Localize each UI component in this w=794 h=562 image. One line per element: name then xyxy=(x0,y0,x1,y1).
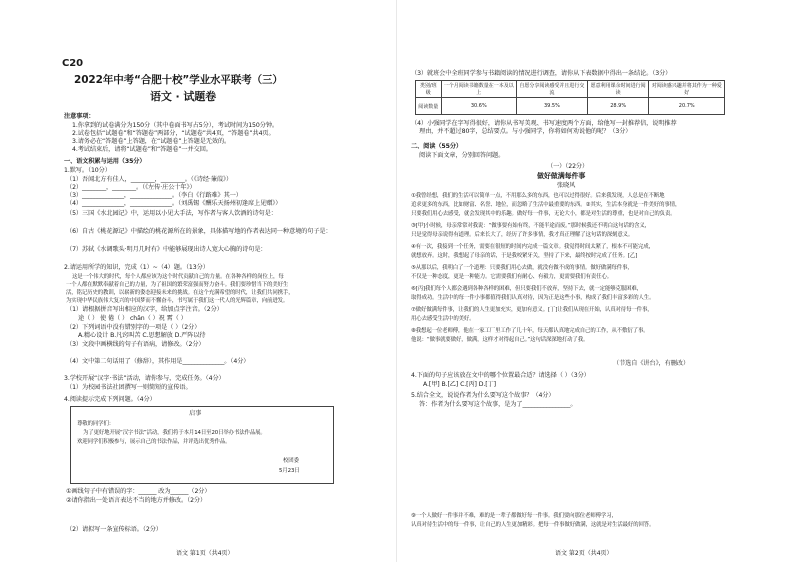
question-5: 5.结合全文，说说作者为什么要写这个故事？（4分） xyxy=(411,392,555,399)
table-header-cell: 一个月阅读书籍数量在一本及以上 xyxy=(441,81,516,98)
section-heading: 二、阅读（55分） xyxy=(411,143,463,150)
question-2: 2.请运用所学的知识，完成（1）~（4）题。（13分） xyxy=(64,264,209,271)
passage-line: 取得成功。生活中的每一件小事都值得我们认真对待，因为正是这些小事，构成了我们丰富多彩的人生。 xyxy=(411,295,655,301)
passage-number: （一）（22分） xyxy=(547,163,589,170)
question-3-1: （1）为校园书法社团撰写一则简短的宣传语。 xyxy=(66,384,192,391)
question-4: 4.阅读提示完成下列问题。（4分） xyxy=(64,396,156,403)
passage-line: ④有一次，我接到一个任务，需要在很短的时间内完成一篇文章。我觉得时间太紧了，根本不可能完成， xyxy=(411,244,654,250)
notice-box-date: 5月23日 xyxy=(279,468,300,474)
notice-box-title: 启事 xyxy=(189,410,202,417)
notice-item: 4.考试结束后，请将“试题卷”和“答题卷”一并交回。 xyxy=(72,146,212,153)
section-instruction: 阅读下面文章，分别回答问题。 xyxy=(419,152,505,159)
notice-item: 1.你拿到的试卷满分为150分（其中卷面书写占5分），考试时间为150分钟。 xyxy=(72,122,278,129)
survey-table xyxy=(415,80,725,115)
notice-box-line: 为了更好地开展“汉字书法”活动，我们将于本月14日至20日举办书法作品展。 xyxy=(83,430,266,436)
notice-box-line: 尊敬的同学们： xyxy=(77,421,115,427)
passage-line: 他说：“做事就要做好，做满，这样才对得起自己。”这句话深深地打动了我。 xyxy=(411,337,589,343)
passage-line: ⑦做好做满每件事，让我们的人生更加充实，更加有意义。[丁]让我们从现在开始，认真对待每一件事， xyxy=(411,307,653,313)
question-3: 3.学校开展“汉字·书法”活动，请你参与，完成任务。（4分） xyxy=(64,375,225,382)
table-cell: 39.5% xyxy=(517,98,588,115)
passage-line: ⑥[丙]我们每个人都会遇到各种各样的困难，但只要我们不放弃，坚持下去，就一定能够克服困难， xyxy=(411,286,642,292)
passage-line: 这是一个伟大的时代，每个人都应该为这个时代贡献自己的力量。在各种各样的岗位上，每 xyxy=(72,274,284,280)
passage-line: 活，铭记历史的教训，以崭新的姿态迎接未来的挑战。在这个充满希望的时代，让我们共同携手， xyxy=(66,290,294,296)
notice-item: 3.请务必在“答题卷”上答题，在“试题卷”上答题是无效的。 xyxy=(72,138,231,145)
question-4-1: ①画线句子中有错误的字：______ 改为______（2分） xyxy=(66,488,211,495)
question-2-2-options: A.精心设计 B.凡窍叫苦 C.思想解放 D.严阵以待 xyxy=(78,332,206,339)
question-3-4: （4）小强同学在字写得很好，请你从书写美观、书写速度两个方面，给他写一封推荐信，说明推荐 xyxy=(411,120,677,127)
notice-item: 2.试卷包括“试题卷”和“答题卷”两部分，“试题卷”共4页，“答题卷”共4页。 xyxy=(72,130,275,137)
poem-line: （2）________，________。（《左传·庄公十年》） xyxy=(66,184,196,191)
notice-box-sign: 校团委 xyxy=(283,458,299,464)
question-3-4-cont: 理由，并不超过80字，总结要点。与小强同学，你将如何劝说他的呢？（3分） xyxy=(419,128,632,135)
section-heading: 一、语文积累与运用（35分） xyxy=(64,158,146,165)
table-header-cell: 类别/班级 xyxy=(416,81,442,98)
passage-line: 认真对待生活中的每一件事，让自己的人生更加精彩。把每一件事做好做满，这就是对生活最好的回答。 xyxy=(411,522,655,528)
table-header-cell: 自愿分享阅读感受并且进行交流 xyxy=(517,81,588,98)
table-header-row xyxy=(416,81,725,98)
question-2-1: （1）请根据拼音写出相应的汉字，给加点字注音。（2分） xyxy=(66,306,223,313)
exam-title: 2022年中考“合肥十校”学业水平联考（三） xyxy=(74,74,283,86)
passage-line: ③[甲]小时候，母亲常常对我说：“做事要有始有终，不能半途而废。”那时候我还不明白这句话的含义， xyxy=(411,223,650,229)
passage-line: 一个人都在默默奉献着自己的力量，为了祖国的繁荣富强而努力奋斗。我们要珍惜当下的美好生 xyxy=(66,282,289,288)
table-header-cell: 对阅读感兴趣并将其作为一种爱好 xyxy=(649,81,725,98)
question-4-3: （2）请拟写一条宣传标语。（2分） xyxy=(66,526,162,533)
page-footer: 语文 第2页（共4页） xyxy=(555,550,613,557)
poem-line: （3）______________，______________。（李白《行路难》其一） xyxy=(66,192,242,199)
paper-code: C20 xyxy=(62,58,83,69)
passage-line: 就想放弃。这时，我想起了母亲的话，于是我咬紧牙关，坚持了下来，最终按时完成了任务。[乙] xyxy=(411,253,638,259)
notice-heading: 注意事项： xyxy=(64,113,95,120)
question-2-2: （2）下列词语中没有错别字的一项是（ ）（2分） xyxy=(66,324,201,331)
question-1-5: （5）三国《水北园记》中，运用以小见大手法，写作者与客人饮酒的诗句是： xyxy=(66,210,277,217)
table-row xyxy=(416,98,725,115)
table-cell: 阅读数量 xyxy=(416,98,442,115)
exam-subtitle: 语文 · 试题卷 xyxy=(150,90,217,103)
question-2-4: （4）文中第二句话用了（修辞），其作用是______________。（4分） xyxy=(66,358,250,365)
poem-line: （1）吾闻北方有佳人，________，________。（《诗经·蒹葭》） xyxy=(66,176,233,183)
table-cell: 20.7% xyxy=(649,98,725,115)
passage-line: ⑤从那以后，我明白了一个道理：只要我们用心去做，就没有做不成的事情。做好做满每件事， xyxy=(411,265,633,271)
notice-box xyxy=(70,406,334,484)
passage-author: 张晓风 xyxy=(557,182,576,189)
question-2-1-blanks: 途（ ） 使 倦（ ） chān（ ）祝 霄（ ） xyxy=(78,315,187,322)
question-5-answer-line: 答：作者为什么要写这个故事，是为了________________。 xyxy=(419,401,577,408)
page-footer: 语文 第1页（共4页） xyxy=(176,550,234,557)
passage-title: 做好做满每件事 xyxy=(537,172,586,180)
question-1-6: （6）自古《桃花源记》中描绘的桃花源所在的景象，具体描写地的作者表达同一种意境的句子是： xyxy=(66,228,332,235)
poem-line: （4）______________，______________。（刘禹锡《酬乐天扬州初逢席上见赠》） xyxy=(66,200,282,207)
table-cell: 30.6% xyxy=(441,98,516,115)
right-page xyxy=(397,0,794,562)
question-4: 4.下面的句子应该放在文中的哪个位置最合适？请选择（ ）（3分） xyxy=(411,372,590,379)
question-1: 1.默写。（10分） xyxy=(64,167,111,174)
notice-box-line: 欢迎同学们积极参与，展示自己的书法作品，并评选出优秀作品。 xyxy=(77,439,231,445)
passage-line: ⑧我想起一位老师傅，他在一家工厂里工作了几十年，每天都认真地完成自己的工作，从不敷衍了事。 xyxy=(411,328,649,334)
passage-line: 用心去感受生活中的美好。 xyxy=(411,316,475,322)
passage-line: ⑨一个人做好一件事并不难，难的是一辈子都做好每一件事。我们要向那位老师傅学习， xyxy=(411,513,617,519)
passage-line: 不仅是一种态度，更是一种能力。它需要我们有耐心、有毅力，更需要我们有责任心。 xyxy=(411,274,613,280)
passage-line: 追求更多的东西，比如财富、名誉、地位，而忽略了生活中最重要的东西。②其实，生活本身就是一件美好的事情， xyxy=(411,202,681,208)
question-2-3: （3）文段中画横线的句子有语病，请修改。（2分） xyxy=(66,341,205,348)
passage-source: （节选自《讲台》，有删改） xyxy=(613,360,690,367)
passage-line: 为实现中华民族伟大复兴的中国梦而不懈奋斗，书写属于我们这一代人的光辉篇章，向前进发。 xyxy=(66,298,289,304)
question-3-3: （3）就班会中全班同学参与书籍阅读的情况进行调查，请你从下表数据中得出一条结论。（3分） xyxy=(411,70,672,77)
passage-line: ①我曾经想，我们的生活可以简单一点，不用那么多的东西，也可以过得很好。后来我发现，人总是在不断地 xyxy=(411,193,665,199)
question-4-2: ②请你指出一处语言表达不当的地方并修改。（2分） xyxy=(66,497,207,504)
passage-line: 只要我们用心去感受，就会发现其中的乐趣。做好每一件事，无论大小，都是对生活的尊重，也是对自己的负责。 xyxy=(411,211,676,217)
table-header-cell: 愿意利用课余时间进行阅读 xyxy=(587,81,649,98)
passage-line: 只是觉得母亲说得有道理。后来长大了，经历了许多事情，我才真正理解了这句话的深刻意义。 xyxy=(411,232,634,238)
question-1-7: （7）苏轼《水调歌头·明月几时有》中能够展现出诗人宽大心胸的诗句是： xyxy=(66,246,267,253)
question-4-options: A.[甲] B.[乙] C.[丙] D.[丁] xyxy=(423,381,496,388)
table-cell: 28.9% xyxy=(587,98,649,115)
